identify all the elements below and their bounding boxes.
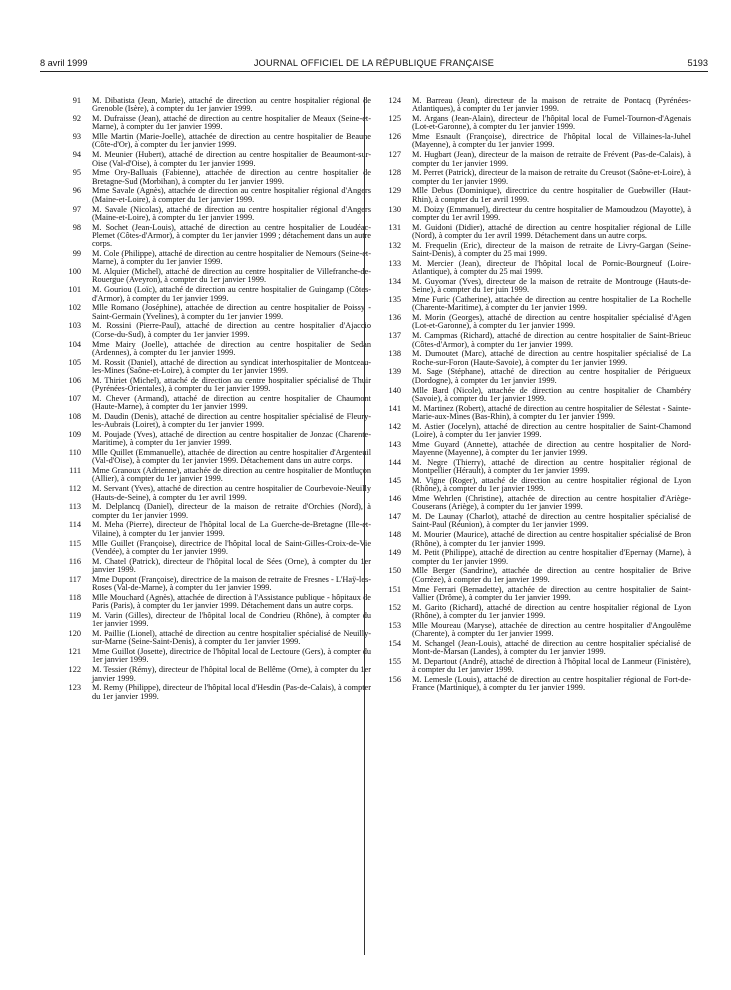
list-item	[375, 169, 691, 186]
list-item	[375, 658, 691, 675]
list-item	[55, 169, 371, 186]
entry-text: M. De Launay (Charlot), attaché de direction au centre hospitalier spécialisé de Saint-Paul (Réunion), à compter du 1er janvier 1999.	[412, 512, 691, 530]
entry-number: 117	[68, 574, 81, 584]
list-item	[375, 676, 691, 693]
entry-number: 103	[68, 321, 81, 331]
entry-text: M. Frequelin (Eric), directeur de la maison de retraite de Livry-Gargan (Seine-Saint-Denis), à compter du 25 mai 1999.	[412, 240, 691, 259]
entry-text: M. Sage (Stéphane), attaché de direction au centre hospitalier de Périgueux (Dordogne), à compter du 1er janvier 1999.	[412, 367, 691, 385]
list-item	[55, 187, 371, 204]
entry-number: 155	[388, 656, 401, 666]
entry-number: 124	[388, 96, 401, 105]
entry-number: 119	[68, 610, 81, 620]
list-item	[375, 405, 691, 422]
entry-number: 101	[68, 285, 81, 295]
entry-text: M. Servant (Yves), attaché de direction au centre hospitalier de Courbevoie-Neuilly (Hauts-de-Seine), à compter du 1er avril 1999.	[92, 484, 371, 502]
entry-number: 131	[388, 222, 401, 232]
entry-number: 99	[72, 249, 81, 259]
entry-number: 107	[68, 393, 81, 403]
entry-number: 94	[72, 150, 81, 160]
list-item	[375, 549, 691, 566]
entry-number: 146	[388, 494, 401, 504]
list-item	[375, 604, 691, 621]
list-item	[55, 503, 371, 520]
entry-number: 126	[388, 132, 401, 142]
entry-number: 91	[72, 96, 81, 105]
list-item	[55, 304, 371, 321]
list-item	[55, 206, 371, 223]
entry-number: 118	[68, 592, 81, 602]
entry-number: 108	[68, 411, 81, 421]
entry-text: M. Guyomar (Yves), directeur de la maison de retraite de Montrouge (Hauts-de-Seine), à compter du 1er juin 1999.	[412, 276, 691, 295]
entry-number: 153	[388, 620, 401, 630]
entry-text: Mlle Berger (Sandrine), attachée de direction au centre hospitalier de Brive (Corrèze), à compter du 1er janvier 1999.	[412, 566, 691, 584]
entry-number: 129	[388, 186, 401, 196]
list-item	[375, 387, 691, 404]
entry-text: Mme Furic (Catherine), attachée de direction au centre hospitalier de La Rochelle (Charente-Maritime), à compter du 1er janvier 1999.	[412, 295, 691, 313]
entry-text: M. Remy (Philippe), directeur de l'hôpital local d'Hesdin (Pas-de-Calais), à compter du 1er janvier 1999.	[92, 683, 371, 701]
list-item	[375, 441, 691, 458]
page-header	[40, 58, 708, 72]
page-number: 5193	[687, 58, 708, 68]
entry-number: 135	[388, 295, 401, 305]
entry-text: M. Morin (Georges), attaché de direction au centre hospitalier spécialisé d'Agen (Lot-et-Garonne), à compter du 1er janvier 1999.	[412, 313, 691, 331]
entry-text: M. Cole (Philippe), attaché de direction au centre hospitalier de Nemours (Seine-et-Marne), à compter du 1er janvier 1999.	[92, 249, 371, 267]
list-item	[55, 558, 371, 575]
right-column	[375, 97, 691, 694]
list-item	[375, 477, 691, 494]
list-item	[55, 133, 371, 150]
entry-text: Mme Guillot (Josette), directrice de l'hôpital local de Lectoure (Gers), à compter du 1er janvier 1999.	[92, 647, 371, 665]
entry-text: M. Chatel (Patrick), directeur de l'hôpital local de Sées (Orne), à compter du 1er janvier 1999.	[92, 556, 371, 574]
list-item	[375, 423, 691, 440]
entry-number: 134	[388, 276, 401, 286]
entry-text: M. Dibatista (Jean, Marie), attaché de direction au centre hospitalier régional de Grenoble (Isère), à compter du 1er janvier 1999.	[92, 96, 371, 114]
entry-text: Mme Granoux (Adrienne), attachée de direction au centre hospitalier de Montluçon (Allier), à compter du 1er janvier 1999.	[92, 466, 371, 484]
entry-number: 121	[68, 647, 81, 657]
entry-text: M. Negre (Thierry), attaché de direction au centre hospitalier régional de Montpellier (Hérault), à compter du 1er janvier 1999.	[412, 457, 691, 476]
entry-text: M. Thiriet (Michel), attaché de direction au centre hospitalier spécialisé de Thuir (Pyrénées-Orientales), à compter du 1er janvier 1999.	[92, 375, 371, 393]
entry-text: M. Meha (Pierre), directeur de l'hôpital local de La Guerche-de-Bretagne (Ille-et-Vilaine), à compter du 1er janvier 1999.	[92, 520, 371, 538]
list-item	[375, 115, 691, 132]
list-item	[55, 540, 371, 557]
list-item	[55, 286, 371, 303]
list-item	[55, 268, 371, 285]
list-item	[375, 242, 691, 259]
entry-text: M. Vigne (Roger), attaché de direction au centre hospitalier régional de Lyon (Rhône), à compter du 1er janvier 1999.	[412, 475, 691, 494]
list-item	[55, 648, 371, 665]
list-item	[375, 459, 691, 476]
entry-number: 150	[388, 566, 401, 576]
entry-number: 123	[68, 683, 81, 693]
entry-number: 140	[388, 385, 401, 395]
entry-number: 115	[68, 538, 81, 548]
entry-text: M. Gouriou (Loïc), attaché de direction au centre hospitalier de Guingamp (Côtes-d'Armor), à compter du 1er janvier 1999.	[92, 285, 371, 303]
entry-number: 151	[388, 584, 401, 594]
entry-number: 149	[388, 548, 401, 558]
entry-number: 132	[388, 240, 401, 250]
list-item	[375, 332, 691, 349]
entry-number: 136	[388, 313, 401, 323]
list-item	[55, 97, 371, 114]
entry-text: Mlle Romano (Joséphine), attachée de direction au centre hospitalier de Poissy - Saint-Germain (Yvelines), à compter du 1er janvier 1999.	[92, 303, 371, 321]
list-item	[375, 495, 691, 512]
entry-number: 152	[388, 602, 401, 612]
list-item	[375, 513, 691, 530]
list-item	[375, 314, 691, 331]
entry-number: 92	[72, 114, 81, 124]
entry-text: Mme Savale (Agnès), attachée de direction au centre hospitalier régional d'Angers (Maine-et-Loire), à compter du 1er janvier 1999.	[92, 186, 371, 204]
entry-number: 127	[388, 150, 401, 160]
entry-number: 96	[72, 186, 81, 196]
entry-text: M. Meunier (Hubert), attaché de direction au centre hospitalier de Beaumont-sur-Oise (Val-d'Oise), à compter du 1er janvier 1999.	[92, 150, 371, 168]
entry-number: 128	[388, 168, 401, 178]
entry-text: M. Hugbart (Jean), directeur de la maison de retraite de Frévent (Pas-de-Calais), à compter du 1er janvier 1999.	[412, 150, 691, 168]
entry-text: M. Schangel (Jean-Louis), attaché de direction au centre hospitalier spécialisé de Mont-de-Marsan (Landes), à compter du 1er janvier 1999.	[412, 638, 691, 657]
entry-text: M. Poujade (Yves), attaché de direction au centre hospitalier de Jonzac (Charente-Maritime), à compter du 1er janvier 1999.	[92, 429, 371, 448]
entry-number: 143	[388, 439, 401, 449]
entry-text: Mme Dupont (Françoise), directrice de la maison de retraite de Fresnes - L'Haÿ-les-Roses (Val-de-Marne), à compter du 1er janvier 1999.	[92, 574, 371, 593]
header-rule	[40, 71, 708, 72]
entry-number: 113	[68, 502, 81, 512]
entry-text: M. Rossini (Pierre-Paul), attaché de direction au centre hospitalier d'Ajaccio (Corse-du-Sud), à compter du 1er janvier 1999.	[92, 321, 371, 339]
list-item	[375, 586, 691, 603]
entry-text: M. Rossit (Daniel), attaché de direction au syndicat interhospitalier de Montceau-les-Mines (Saône-et-Loire), à compter du 1er janvier 1999.	[92, 357, 371, 375]
entry-text: Mme Mairy (Joelle), attachée de direction au centre hospitalier de Sedan (Ardennes), à compter du 1er janvier 1999.	[92, 339, 371, 357]
entry-text: M. Astier (Jocelyn), attaché de direction au centre hospitalier de Saint-Chamond (Loire), à compter du 1er janvier 1999.	[412, 421, 691, 439]
entry-number: 105	[68, 357, 81, 367]
entry-text: M. Argans (Jean-Alain), directeur de l'hôpital local de Fumel-Tournon-d'Agenais (Lot-et-Garonne), à compter du 1er janvier 1999.	[412, 114, 691, 132]
journal-title: JOURNAL OFFICIEL DE LA RÉPUBLIQUE FRANÇAISE	[253, 58, 495, 68]
entry-text: Mlle Martin (Marie-Joelle), attachée de direction au centre hospitalier de Beaune (Côte-d'Or), à compter du 1er janvier 1999.	[92, 132, 371, 150]
entry-number: 144	[388, 457, 401, 467]
list-item	[55, 359, 371, 376]
list-item	[55, 224, 371, 249]
entry-number: 109	[68, 429, 81, 439]
list-item	[55, 322, 371, 339]
list-item	[55, 684, 371, 701]
entry-text: M. Mourier (Maurice), attaché de direction au centre hospitalier spécialisé de Bron (Rhône), à compter du 1er janvier 1999.	[412, 530, 691, 548]
entry-number: 114	[68, 520, 81, 530]
list-item	[55, 485, 371, 502]
entry-number: 137	[388, 331, 401, 341]
entry-text: Mme Ferrari (Bernadette), attachée de direction au centre hospitalier de Saint-Vallier (Drôme), à compter du 1er janvier 1999.	[412, 584, 691, 602]
list-item	[375, 640, 691, 657]
list-item	[375, 567, 691, 584]
entry-text: Mlle Debus (Dominique), directrice du centre hospitalier de Guebwiller (Haut-Rhin), à compter du 1er avril 1999.	[412, 186, 691, 204]
list-item	[375, 278, 691, 295]
list-item	[55, 666, 371, 683]
list-item	[55, 151, 371, 168]
list-item	[55, 576, 371, 593]
entry-text: M. Campmas (Richard), attaché de direction au centre hospitalier de Saint-Brieuc (Côtes-d'Armor), à compter du 1er janvier 1999.	[412, 331, 691, 349]
entry-text: M. Chever (Armand), attaché de direction au centre hospitalier de Chaumont (Haute-Marne), à compter du 1er janvier 1999.	[92, 393, 371, 412]
entry-text: Mlle Bard (Nicole), attachée de direction au centre hospitalier de Chambéry (Savoie), à compter du 1er janvier 1999.	[412, 385, 691, 403]
list-item	[375, 224, 691, 241]
list-item	[375, 133, 691, 150]
entry-text: M. Alquier (Michel), attaché de direction au centre hospitalier de Villefranche-de-Rouergue (Aveyron), à compter du 1er janvier 1999.	[92, 267, 371, 285]
column-divider	[364, 97, 365, 955]
entry-number: 148	[388, 530, 401, 540]
entry-number: 133	[388, 258, 401, 268]
entry-text: M. Tessier (Rémy), directeur de l'hôpital local de Bellême (Orne), à compter du 1er janvier 1999.	[92, 665, 371, 683]
entry-text: Mme Ory-Balluais (Fabienne), attachée de direction au centre hospitalier de Bretagne-Sud (Morbihan), à compter du 1er janvier 1999.	[92, 168, 371, 186]
list-item	[55, 467, 371, 484]
list-item	[375, 151, 691, 168]
entry-number: 147	[388, 512, 401, 522]
entry-number: 125	[388, 114, 401, 124]
entry-number: 142	[388, 421, 401, 431]
entry-number: 111	[69, 466, 81, 476]
entry-number: 145	[388, 475, 401, 485]
entry-number: 106	[68, 375, 81, 385]
list-item	[55, 449, 371, 466]
left-column	[55, 97, 371, 702]
list-item	[55, 431, 371, 448]
list-item	[375, 622, 691, 639]
entry-text: Mlle Mouchard (Agnès), attachée de direction à l'Assistance publique - hôpitaux de Paris (Paris), à compter du 1er janvier 1999. Détachement dans un autre corps.	[92, 592, 371, 611]
entry-number: 130	[388, 204, 401, 214]
entry-number: 104	[68, 339, 81, 349]
entry-text: M. Mercier (Jean), directeur de l'hôpital local de Pornic-Bourgneuf (Loire-Atlantique), à compter du 25 mai 1999.	[412, 258, 691, 277]
entry-text: M. Barreau (Jean), directeur de la maison de retraite de Pontacq (Pyrénées-Atlantiques), à compter du 1er janvier 1999.	[412, 96, 691, 114]
list-item	[55, 341, 371, 358]
entry-number: 97	[72, 204, 81, 214]
entry-number: 110	[68, 448, 81, 458]
entry-number: 98	[72, 222, 81, 232]
list-item	[375, 206, 691, 223]
entry-text: M. Dufraisse (Jean), attaché de direction au centre hospitalier de Meaux (Seine-et-Marne), à compter du 1er janvier 1999.	[92, 114, 371, 132]
list-item	[375, 260, 691, 277]
entry-text: M. Lemesle (Louis), attaché de direction au centre hospitalier régional de Fort-de-France (Martinique), à compter du 1er janvier 1999.	[412, 675, 691, 693]
issue-date: 8 avril 1999	[40, 58, 88, 68]
list-item	[55, 521, 371, 538]
entry-number: 139	[388, 367, 401, 377]
list-item	[55, 250, 371, 267]
entry-number: 93	[72, 132, 81, 142]
entry-text: M. Martinez (Robert), attaché de direction au centre hospitalier de Sélestat - Sainte-Marie-aux-Mines (Bas-Rhin), à compter du 1er janvier 1999.	[412, 403, 691, 421]
entry-text: Mlle Moureau (Maryse), attachée de direction au centre hospitalier d'Angoulême (Charente), à compter du 1er janvier 1999.	[412, 620, 691, 639]
list-item	[55, 115, 371, 132]
entry-text: M. Perret (Patrick), directeur de la maison de retraite du Creusot (Saône-et-Loire), à compter du 1er janvier 1999.	[412, 168, 691, 186]
entry-number: 122	[68, 665, 81, 675]
list-item	[375, 368, 691, 385]
entry-text: Mme Esnault (Françoise), directrice de l'hôpital local de Villaines-la-Juhel (Mayenne), à compter du 1er janvier 1999.	[412, 132, 691, 150]
entry-text: M. Sochet (Jean-Louis), attaché de direction au centre hospitalier de Loudéac-Plemet (Côtes-d'Armor), à compter du 1er janvier 1999 ; détachement dans un autre corps.	[92, 222, 371, 249]
entry-text: M. Petit (Philippe), attaché de direction au centre hospitalier d'Epernay (Marne), à compter du 1er janvier 1999.	[412, 548, 691, 566]
entry-number: 120	[68, 629, 81, 639]
entry-number: 95	[72, 168, 81, 178]
entry-text: M. Varin (Gilles), directeur de l'hôpital local de Condrieu (Rhône), à compter du 1er janvier 1999.	[92, 610, 371, 629]
list-item	[375, 296, 691, 313]
entry-text: M. Dumoutet (Marc), attaché de direction au centre hospitalier spécialisé de La Roche-sur-Foron (Haute-Savoie), à compter du 1er janvier 1999.	[412, 349, 691, 367]
list-item	[375, 350, 691, 367]
list-item	[55, 630, 371, 647]
entry-text: M. Guidoni (Didier), attaché de direction au centre hospitalier régional de Lille (Nord), à compter du 1er avril 1999. Détachement dans un autre corps.	[412, 222, 691, 240]
entry-number: 141	[388, 403, 401, 413]
entry-text: Mme Wehrlen (Christine), attachée de direction au centre hospitalier d'Ariège-Couserans (Ariège), à compter du 1er janvier 1999.	[412, 494, 691, 512]
entry-text: M. Daudin (Denis), attaché de direction au centre hospitalier spécialisé de Fleury-les-Aubrais (Loiret), à compter du 1er janvier 1999.	[92, 411, 371, 430]
entry-text: Mlle Quillet (Emmanuelle), attachée de direction au centre hospitalier d'Argenteuil (Val-d'Oise), à compter du 1er janvier 1999. Détachement dans un autre corps.	[92, 448, 371, 466]
list-item	[55, 594, 371, 611]
entry-number: 154	[388, 638, 401, 648]
entry-text: M. Savale (Nicolas), attaché de direction au centre hospitalier régional d'Angers (Maine-et-Loire), à compter du 1er janvier 1999.	[92, 204, 371, 222]
entry-number: 116	[68, 556, 81, 566]
entry-number: 156	[388, 675, 401, 684]
entry-text: M. Delplancq (Daniel), directeur de la maison de retraite d'Orchies (Nord), à compter du 1er janvier 1999.	[92, 502, 371, 520]
list-item	[55, 377, 371, 394]
entry-number: 102	[68, 303, 81, 313]
entry-text: Mme Guyard (Annette), attachée de direction au centre hospitalier de Nord-Mayenne (Mayenne), à compter du 1er janvier 1999.	[412, 439, 691, 458]
list-item	[375, 187, 691, 204]
entry-number: 100	[68, 267, 81, 277]
list-item	[55, 612, 371, 629]
list-item	[375, 97, 691, 114]
entry-text: M. Garito (Richard), attaché de direction au centre hospitalier régional de Lyon (Rhône), à compter du 1er janvier 1999.	[412, 602, 691, 620]
entry-text: M. Departout (André), attaché de direction à l'hôpital local de Lanmeur (Finistère), à compter du 1er janvier 1999.	[412, 656, 691, 675]
entry-text: M. Paillie (Lionel), attaché de direction au centre hospitalier spécialisé de Neuilly-sur-Marne (Seine-Saint-Denis), à compter du 1er janvier 1999.	[92, 629, 371, 647]
list-item	[55, 413, 371, 430]
entry-text: M. Doizy (Emmanuel), directeur du centre hospitalier de Mamoudzou (Mayotte), à compter du 1er avril 1999.	[412, 204, 691, 222]
entry-number: 112	[68, 484, 81, 494]
list-item	[375, 531, 691, 548]
entry-number: 138	[388, 349, 401, 359]
entry-text: Mlle Guillet (Françoise), directrice de l'hôpital local de Saint-Gilles-Croix-de-Vie (Vendée), à compter du 1er janvier 1999.	[92, 538, 371, 556]
list-item	[55, 395, 371, 412]
